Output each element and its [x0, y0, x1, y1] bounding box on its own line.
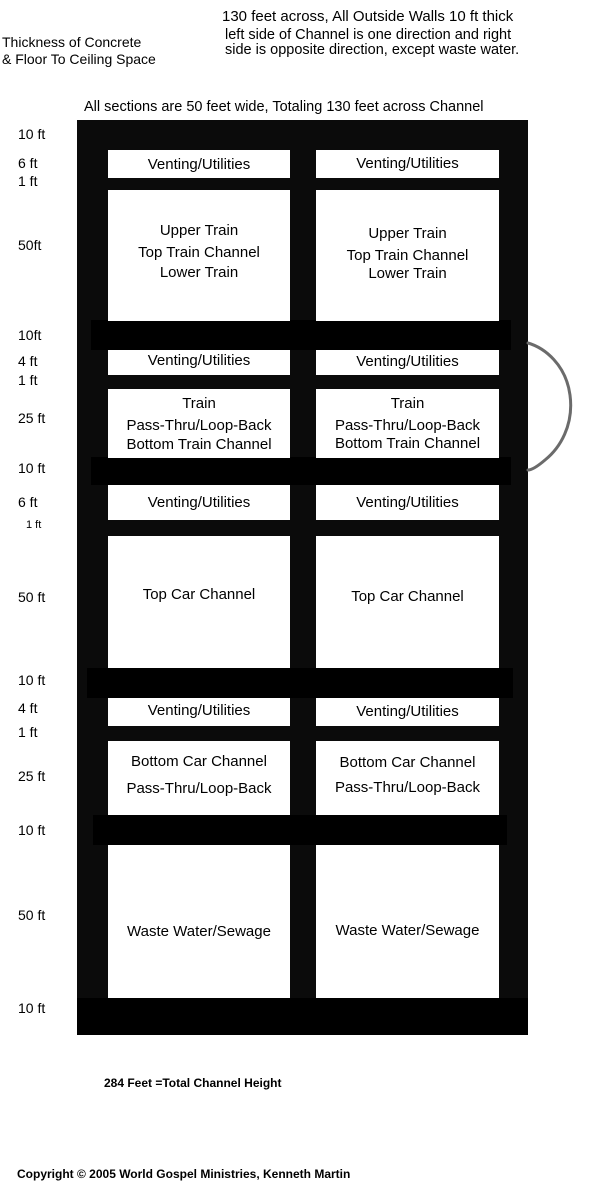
room-label: Top Car Channel: [142, 586, 256, 603]
room-label: Train: [182, 395, 216, 412]
room-label: Venting/Utilities: [356, 155, 459, 172]
dimension-label: 10 ft: [18, 460, 46, 476]
dimension-label: 10 ft: [18, 1000, 46, 1016]
room-label: Upper Train: [368, 225, 447, 242]
dimension-label: 1 ft: [18, 724, 38, 740]
direction-note-line: side is opposite direction, except waste water.: [225, 42, 520, 58]
total-height-note: 284 Feet =Total Channel Height: [104, 1076, 282, 1090]
room-label: Venting/Utilities: [356, 353, 459, 370]
concrete-slab: [77, 998, 528, 1035]
room-label: Pass-Thru/Loop-Back: [126, 780, 272, 797]
room-venting-utilities: [108, 350, 290, 375]
room-top-car-channel: [316, 536, 499, 668]
dimension-label: 25 ft: [18, 768, 46, 784]
thickness-heading: [2, 34, 156, 68]
room-top-car-channel: [108, 536, 290, 668]
dimension-label: 10 ft: [18, 126, 46, 142]
room-waste-water-sewage: [108, 845, 290, 998]
room-label: Bottom Car Channel: [131, 753, 267, 770]
room-venting-utilities: [316, 150, 499, 178]
dimension-label: 4 ft: [18, 353, 38, 369]
room-label: Venting/Utilities: [356, 494, 459, 511]
dimension-label: 25 ft: [18, 410, 46, 426]
room-label: Lower Train: [159, 264, 239, 281]
thickness-heading-line: & Floor To Ceiling Space: [2, 51, 156, 67]
dimension-label: 50 ft: [18, 907, 46, 923]
dimension-label: 10 ft: [18, 822, 46, 838]
width-note: 130 feet across, All Outside Walls 10 ft thick: [222, 8, 514, 25]
room-label: Bottom Car Channel: [339, 754, 476, 771]
dimension-label: 1 ft: [18, 372, 38, 388]
room-label: Waste Water/Sewage: [127, 923, 271, 940]
room-venting-utilities: [316, 350, 499, 375]
dimension-label: 50ft: [18, 237, 42, 253]
dimension-label: 6 ft: [18, 494, 38, 510]
room-label: Venting/Utilities: [147, 156, 251, 173]
dimension-label: 10ft: [18, 327, 42, 343]
room-label: Waste Water/Sewage: [335, 922, 480, 939]
room-label: Train: [390, 395, 425, 412]
room-venting-utilities: [108, 698, 290, 726]
room-bottom-train-channel: [108, 389, 290, 458]
room-label: Upper Train: [159, 222, 239, 239]
room-bottom-car-channel: [316, 741, 499, 815]
dimension-label: 4 ft: [18, 700, 38, 716]
room-label: Top Train Channel: [346, 247, 469, 264]
room-venting-utilities: [316, 485, 499, 520]
room-label: Pass-Thru/Loop-Back: [334, 779, 481, 796]
room-top-train-channel: [316, 190, 499, 321]
room-label: Venting/Utilities: [356, 703, 459, 720]
room-label: Top Train Channel: [138, 244, 260, 261]
sections-subtitle: All sections are 50 feet wide, Totaling 130 feet across Channel: [84, 99, 484, 115]
room-venting-utilities: [316, 698, 499, 726]
room-label: Pass-Thru/Loop-Back: [126, 417, 272, 434]
room-venting-utilities: [108, 150, 290, 178]
dimension-label: 50 ft: [18, 589, 46, 605]
room-label: Bottom Train Channel: [126, 436, 272, 453]
direction-note: [225, 28, 519, 58]
room-label: Pass-Thru/Loop-Back: [334, 417, 481, 434]
copyright-notice: Copyright © 2005 World Gospel Ministries, Kenneth Martin: [17, 1167, 351, 1181]
concrete-slab: [91, 320, 511, 350]
dimension-label: 6 ft: [18, 155, 38, 171]
room-bottom-train-channel: [316, 389, 499, 458]
room-bottom-car-channel: [108, 741, 290, 815]
concrete-slab: [93, 815, 507, 845]
room-label: Lower Train: [368, 265, 447, 282]
dimension-label: 1 ft: [18, 173, 38, 189]
room-label: Bottom Train Channel: [334, 435, 481, 452]
room-label: Top Car Channel: [351, 588, 464, 605]
room-label: Venting/Utilities: [147, 494, 251, 511]
room-label: Venting/Utilities: [147, 352, 251, 369]
concrete-slab: [87, 668, 513, 698]
room-label: Venting/Utilities: [147, 702, 251, 719]
room-top-train-channel: [108, 190, 290, 321]
channel-cross-section: [77, 120, 528, 1035]
thickness-heading-line: Thickness of Concrete: [2, 34, 142, 50]
concrete-slab: [91, 457, 511, 485]
direction-note-line: left side of Channel is one direction and right: [225, 27, 512, 43]
room-venting-utilities: [108, 485, 290, 520]
dimension-label: 10 ft: [18, 672, 46, 688]
dimension-label: 1 ft: [26, 519, 42, 531]
room-waste-water-sewage: [316, 845, 499, 998]
